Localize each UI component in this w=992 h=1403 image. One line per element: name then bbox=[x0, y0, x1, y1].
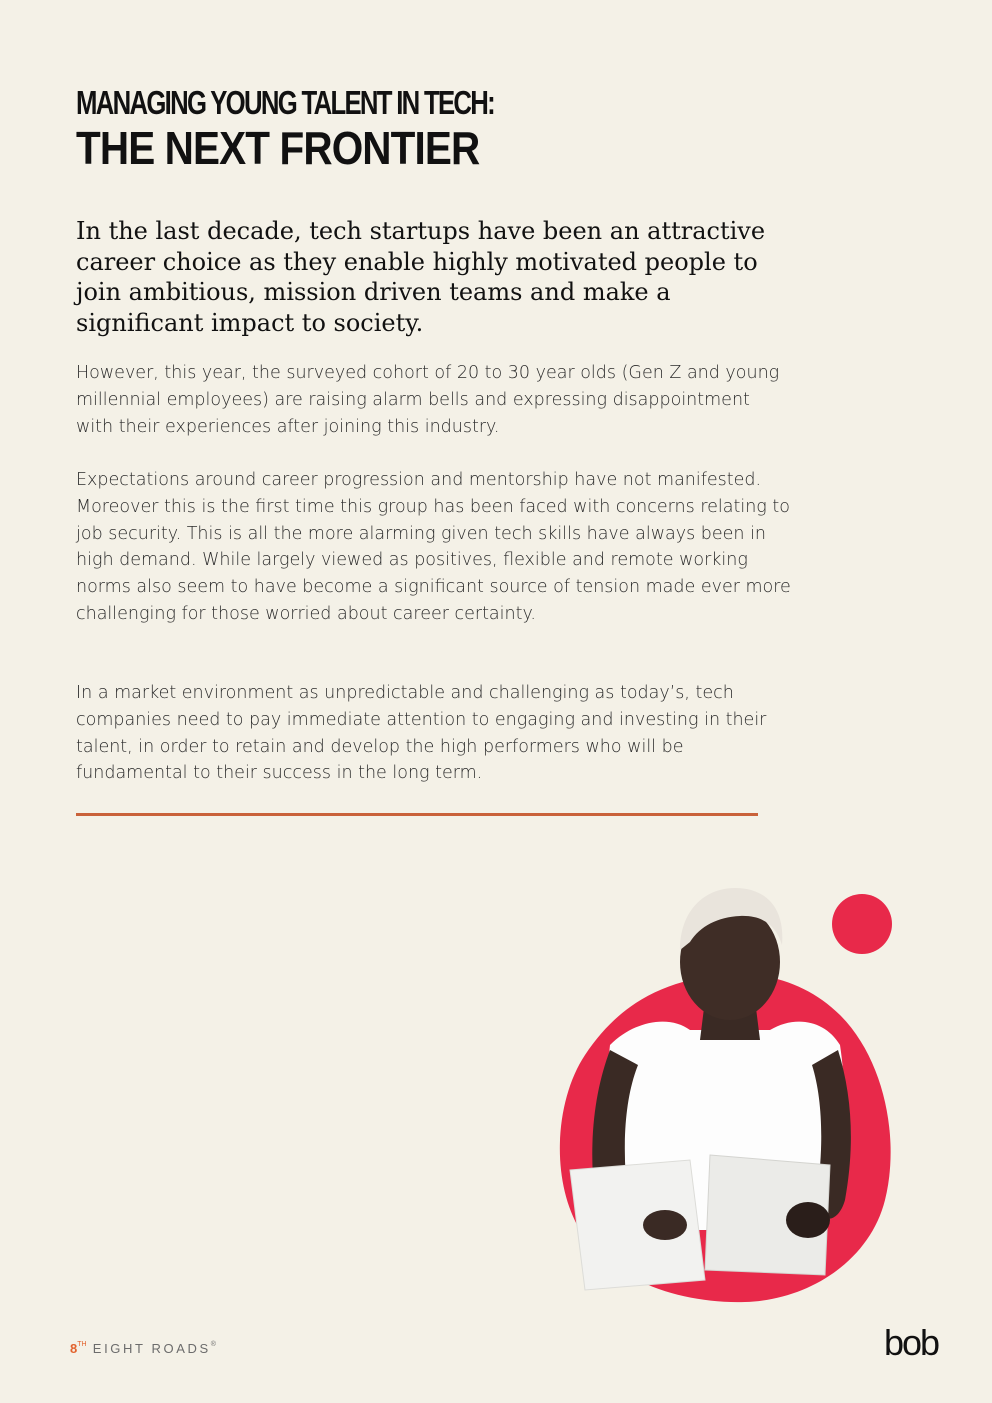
title-line-1: MANAGING YOUNG TALENT IN TECH: bbox=[76, 84, 495, 121]
lead-paragraph: In the last decade, tech startups have been an attractive career choice as they enable highly motivated people to join ambitious, mission driven teams and make a significant impact to society. bbox=[76, 217, 766, 337]
left-hand-shape bbox=[643, 1210, 687, 1240]
page-title bbox=[76, 84, 612, 174]
brand-mark: 8 bbox=[70, 1341, 78, 1356]
brand-reg: ® bbox=[210, 1341, 216, 1348]
person-reading-illustration bbox=[540, 880, 920, 1310]
body-paragraph: In a market environment as unpredictable and challenging as today’s, tech companies need to pay immediate attention to engaging and investing in their talent, in order to retain and develop the high performers who will be fundamental to their success in the long term. bbox=[76, 683, 767, 784]
red-dot-shape bbox=[832, 894, 892, 954]
body-paragraph: However, this year, the surveyed cohort of 20 to 30 year olds (Gen Z and young millennial employees) are raising alarm bells and expressing disappointment with their experiences after joining this industry. bbox=[76, 363, 780, 437]
brand-name: EIGHT ROADS bbox=[92, 1341, 211, 1356]
title-line-2: THE NEXT FRONTIER bbox=[76, 122, 480, 174]
eight-roads-logo bbox=[70, 1341, 216, 1356]
body-paragraph: Expectations around career progression and mentorship have not manifested. Moreover this is the first time this group has been faced with concerns relating to job security. This is all the more alarming given tech skills have always been in high demand. While largely viewed as positives, flexible and remote working norms also seem to have become a significant source of tension made ever more challenging for those worried about career certainty. bbox=[76, 470, 791, 624]
right-hand-shape bbox=[786, 1202, 830, 1238]
section-divider bbox=[76, 813, 758, 816]
bob-logo: bob bbox=[884, 1322, 939, 1363]
brand-sup: TH bbox=[77, 1341, 87, 1348]
